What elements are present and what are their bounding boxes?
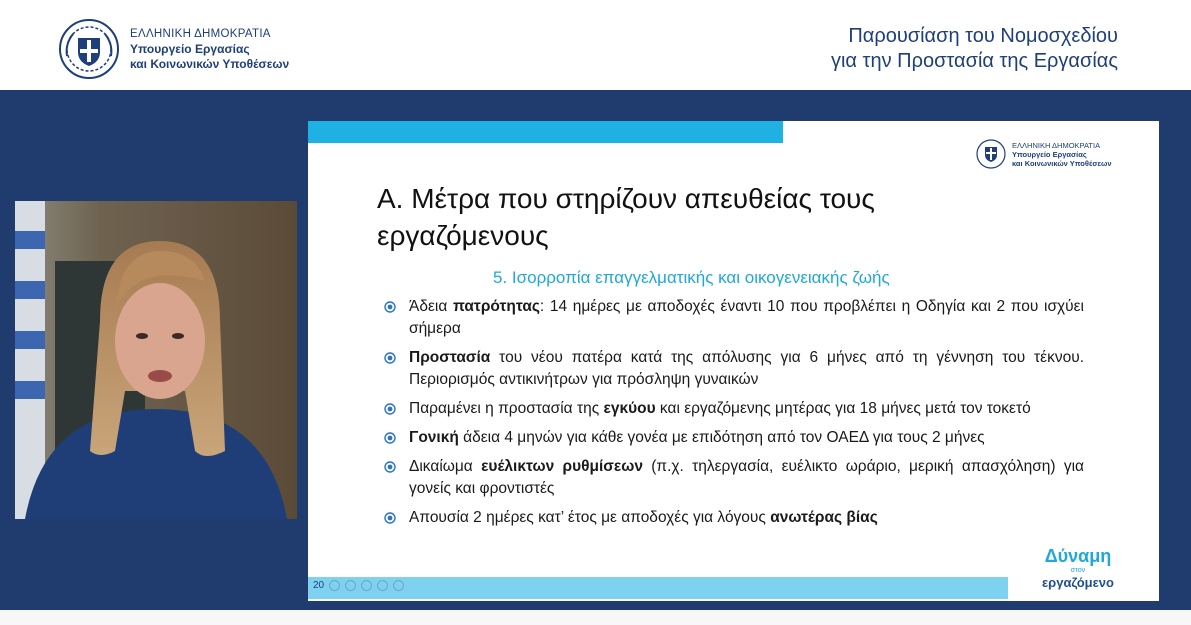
bullet-text-bold: ευέλικτων ρυθμίσεων bbox=[481, 458, 643, 475]
next-slide-icon[interactable] bbox=[393, 580, 404, 591]
bullet-text-post: άδεια 4 μηνών για κάθε γονέα με επιδότηση από τον ΟΑΕΔ για τους 2 μήνες bbox=[458, 429, 985, 446]
slide-subheading: 5. Ισορροπία επαγγελματικής και οικογενειακής ζωής bbox=[493, 268, 890, 287]
footer-strip bbox=[0, 610, 1191, 625]
bullet-item bbox=[384, 456, 1084, 500]
bullet-target-icon bbox=[384, 301, 396, 313]
slide-logo-line3: και Κοινωνικών Υποθέσεων bbox=[1012, 158, 1112, 168]
presentation-title-line1: Παρουσίαση του Νομοσχεδίου bbox=[848, 25, 1118, 47]
ministry-line1: ΕΛΛΗΝΙΚΗ ΔΗΜΟΚΡΑΤΙΑ bbox=[130, 27, 271, 40]
bullet-target-icon bbox=[384, 352, 396, 364]
bullet-target-icon bbox=[384, 432, 396, 444]
bullet-text-post: (π.χ. τηλεργασία, ευέλικτο ωράριο, μερική απασχόληση) για γονείς και φροντιστές bbox=[409, 458, 1084, 497]
ministry-logo bbox=[58, 18, 289, 80]
brand-line2: στον bbox=[1070, 567, 1086, 574]
ministry-line2: Υπουργείο Εργασίας bbox=[130, 41, 250, 56]
bullet-text-pre: Άδεια bbox=[409, 298, 453, 315]
presenter-image bbox=[15, 201, 297, 519]
bullet-text-pre: Απουσία 2 ημέρες κατ’ έτος με αποδοχές για λόγους bbox=[409, 509, 771, 526]
bullet-text-post: του νέου πατέρα κατά της απόλυσης για 6 μήνες από τη γέννηση του τέκνου. Περιορισμός αντικινήτρων για πρόσληψη γυναικών bbox=[409, 349, 1084, 388]
slide-bottom-bar bbox=[308, 577, 1008, 599]
slide-controls bbox=[313, 580, 404, 591]
bullet-item bbox=[384, 427, 1084, 449]
brand-line3: εργαζόμενο bbox=[1042, 575, 1114, 590]
slide-top-bar bbox=[308, 121, 783, 143]
presentation-slide bbox=[308, 121, 1159, 601]
campaign-brand bbox=[1042, 547, 1114, 589]
bullet-target-icon bbox=[384, 403, 396, 415]
bullet-item bbox=[384, 296, 1084, 340]
bullet-text-bold: πατρότητας bbox=[452, 298, 540, 315]
presentation-title-line2: για την Προστασία της Εργασίας bbox=[830, 50, 1118, 72]
slide-ministry-logo bbox=[976, 139, 1112, 169]
bullet-list bbox=[384, 296, 1084, 536]
bullet-target-icon bbox=[384, 461, 396, 473]
bullet-text-post: : 14 ημέρες με αποδοχές έναντι 10 που προβλέπει η Οδηγία και 2 που ισχύει σήμερα bbox=[409, 298, 1084, 337]
bullet-text-post: και εργαζόμενης μητέρας για 18 μήνες μετά τον τοκετό bbox=[655, 400, 1031, 417]
pen-icon[interactable] bbox=[345, 580, 356, 591]
brand-line1: Δύναμη bbox=[1044, 546, 1112, 566]
zoom-icon[interactable] bbox=[377, 580, 388, 591]
greek-seal-icon bbox=[58, 18, 120, 80]
slide-heading: Α. Μέτρα που στηρίζουν απευθείας τους εργαζόμενους bbox=[377, 183, 875, 251]
slide-page-number: 20 bbox=[313, 580, 325, 591]
presentation-title bbox=[831, 24, 1118, 74]
bullet-target-icon bbox=[384, 512, 396, 524]
ministry-line3: και Κοινωνικών Υποθέσεων bbox=[130, 56, 290, 71]
bullet-item bbox=[384, 398, 1084, 420]
page-header bbox=[0, 0, 1191, 90]
slide-logo-line1: ΕΛΛΗΝΙΚΗ ΔΗΜΟΚΡΑΤΙΑ bbox=[1012, 140, 1101, 150]
presenter-video[interactable] bbox=[15, 201, 297, 519]
bullet-text-bold: ανωτέρας βίας bbox=[770, 509, 878, 526]
bullet-text-bold: Προστασία bbox=[409, 349, 491, 366]
bullet-text-pre: Δικαίωμα bbox=[409, 458, 482, 475]
slides-grid-icon[interactable] bbox=[361, 580, 372, 591]
bullet-item bbox=[384, 507, 1084, 529]
slide-logo-line2: Υπουργείο Εργασίας bbox=[1012, 149, 1087, 159]
greek-seal-icon bbox=[976, 139, 1006, 169]
bullet-text-pre: Παραμένει η προστασία της bbox=[409, 400, 604, 417]
bullet-item bbox=[384, 347, 1084, 391]
bullet-text-bold: εγκύου bbox=[603, 400, 656, 417]
bullet-text-bold: Γονική bbox=[409, 429, 459, 446]
prev-slide-icon[interactable] bbox=[329, 580, 340, 591]
